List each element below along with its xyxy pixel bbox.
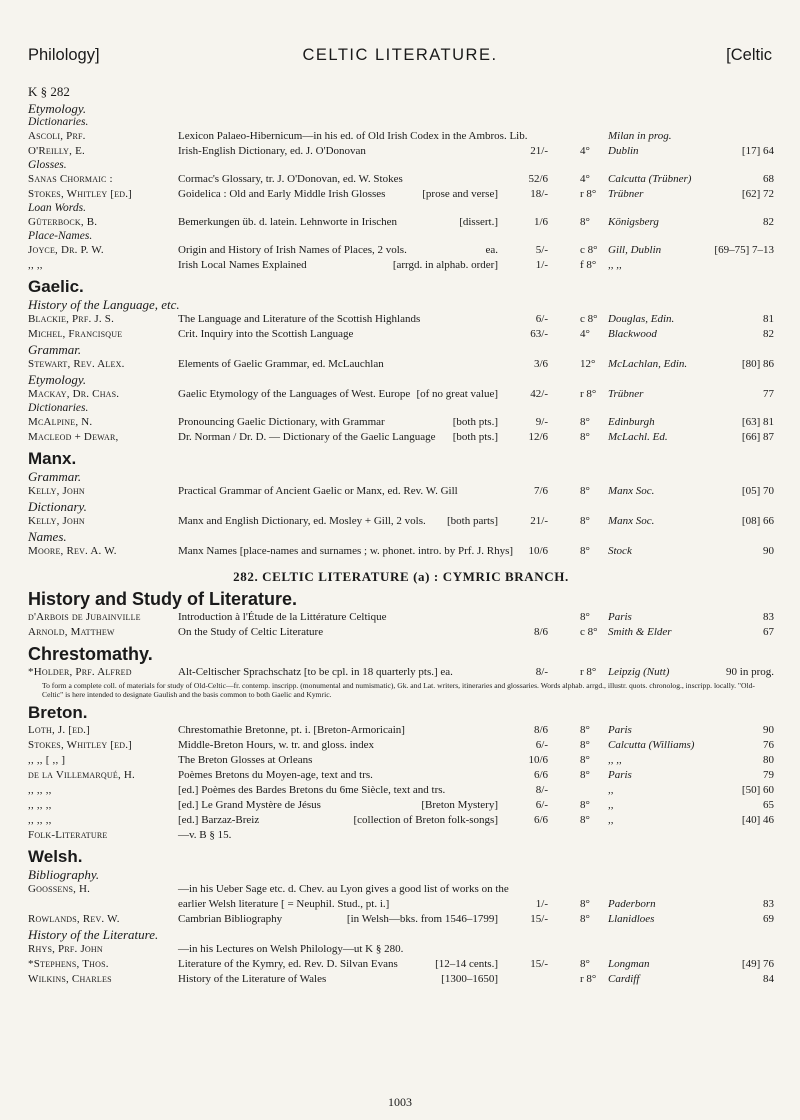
entry-publisher: McLachl. Ed. [608, 431, 668, 443]
entry-format: 8° [580, 799, 590, 811]
entry-publisher: Douglas, Edin. [608, 313, 675, 325]
entry-publisher: ,, [608, 784, 614, 796]
entry-price: 42/- [530, 388, 548, 400]
entry-year: 81 [763, 313, 774, 325]
entry-note: To form a complete coll. of materials for study of Old-Celtic—fr. contemp. inscripp. (monumental and numismatic), Gk. and Lat. writers, itineraries and glossaries. Words alphab. arrgd., illustr. quots. chronolog., inscripp. locally. "Old-Celtic" is here intended to designate Gaulish and the basis common to both Gaelic and Kymric. [42, 681, 755, 699]
entry-price: 6/- [535, 799, 548, 811]
entry-format: r 8° [580, 188, 597, 200]
entry-publisher: Cardiff [608, 973, 640, 985]
entry-author: O'Reilly, E. [28, 145, 85, 157]
entry-year: 77 [763, 388, 774, 400]
bibliography-entry [28, 828, 774, 843]
entry-format: 8° [580, 754, 590, 766]
entry-price: 6/- [535, 313, 548, 325]
bibliography-entry [28, 610, 774, 625]
entry-author: *Stephens, Thos. [28, 958, 109, 970]
subsection-heading: Etymology. [28, 101, 87, 116]
entry-format: 8° [580, 416, 590, 428]
bibliography-entry [28, 723, 774, 738]
entry-title: —in his Ueber Sage etc. d. Chev. au Lyon gives a good list of works on the [178, 883, 509, 895]
entry-title: Lexicon Palaeo-Hibernicum—in his ed. of Old Irish Codex in the Ambros. Lib. [178, 130, 528, 142]
header-left: Philology] [28, 46, 100, 64]
entry-info: ea. [485, 244, 498, 256]
entry-price: 1/- [535, 898, 548, 910]
entry-author: McAlpine, N. [28, 416, 93, 428]
entry-publisher: Llanidloes [608, 913, 655, 925]
entry-format: 8° [580, 545, 590, 557]
entry-year: 82 [763, 328, 774, 340]
entry-author: Macleod + Dewar, [28, 431, 119, 443]
entry-format: c 8° [580, 626, 598, 638]
bibliography-entry [28, 144, 774, 159]
entry-title: Elements of Gaelic Grammar, ed. McLauchlan [178, 358, 384, 370]
entry-author: Rowlands, Rev. W. [28, 913, 120, 925]
entry-price: 21/- [530, 515, 548, 527]
entry-year: 83 [763, 611, 774, 623]
bibliography-entry [28, 357, 774, 372]
bibliography-entry [28, 882, 774, 897]
bibliography-entry [28, 387, 774, 402]
entry-title: The Breton Glosses at Orleans [178, 754, 313, 766]
entry-info: [dissert.] [459, 216, 498, 228]
entry-year: [50] 60 [741, 784, 774, 796]
entry-price: 18/- [530, 188, 548, 200]
entry-publisher: Paris [608, 769, 632, 781]
entry-price: 6/- [535, 739, 548, 751]
bibliography-entry [28, 484, 774, 499]
entry-format: 12° [580, 358, 596, 370]
entry-year: [05] 70 [741, 485, 774, 497]
bibliography-entry [28, 172, 774, 187]
entry-price: 15/- [530, 958, 548, 970]
entry-format: 8° [580, 216, 590, 228]
bibliography-entry [28, 957, 774, 972]
entry-info: [1300–1650] [441, 973, 498, 985]
entry-title: —in his Lectures on Welsh Philology—ut K § 280. [178, 943, 404, 955]
category-heading: Place-Names. [28, 230, 93, 242]
entry-publisher: Calcutta (Williams) [608, 739, 695, 751]
subsection-heading: History of the Language, etc. [28, 297, 180, 312]
entry-info: [12–14 cents.] [435, 958, 498, 970]
entry-publisher: Longman [608, 958, 650, 970]
entry-info: [collection of Breton folk-songs] [353, 814, 498, 826]
entry-title: Literature of the Kymry, ed. Rev. D. Silvan Evans [178, 958, 398, 970]
entry-publisher: Paris [608, 611, 632, 623]
entry-publisher: Paderborn [608, 898, 656, 910]
entry-title: [ed.] Barzaz-Breiz [178, 814, 260, 826]
entry-year: 90 in prog. [726, 666, 774, 678]
bibliography-entry [28, 813, 774, 828]
entry-title: Goidelica : Old and Early Middle Irish Glosses [178, 188, 386, 200]
bibliography-entry [28, 312, 774, 327]
entry-title: Chrestomathie Bretonne, pt. i. [Breton-Armoricain] [178, 724, 405, 736]
entry-publisher: Smith & Elder [608, 626, 672, 638]
entry-price: 6/6 [533, 769, 548, 781]
entry-author: Stokes, Whitley [ed.] [28, 188, 133, 200]
section-heading: History and Study of Literature. [28, 589, 298, 609]
entry-format: 8° [580, 611, 590, 623]
entry-publisher: Blackwood [608, 328, 657, 340]
entry-price: 6/6 [533, 814, 548, 826]
bibliography-entry [28, 665, 774, 680]
entry-year: 90 [763, 545, 774, 557]
entry-publisher: Edinburgh [608, 416, 655, 428]
entry-title: Alt-Celtischer Sprachschatz [to be cpl. in 18 quarterly pts.] ea. [178, 666, 453, 678]
entry-year: [62] 72 [741, 188, 774, 200]
entry-author: Michel, Francisque [28, 328, 123, 340]
entry-author: Rhys, Prf. John [28, 943, 103, 955]
entry-author: *Holder, Prf. Alfred [28, 666, 132, 678]
bibliography-entry [28, 544, 774, 559]
entry-title: Practical Grammar of Ancient Gaelic or Manx, ed. Rev. W. Gill [178, 485, 458, 497]
section-heading: Breton. [28, 703, 88, 722]
entry-format: 8° [580, 913, 590, 925]
entry-format: c 8° [580, 244, 598, 256]
bibliography-entry [28, 415, 774, 430]
section-heading: Chrestomathy. [28, 644, 153, 664]
bibliography-entry [28, 768, 774, 783]
entry-publisher: Dublin [608, 145, 639, 157]
entry-price: 8/6 [533, 626, 548, 638]
entry-title: Crit. Inquiry into the Scottish Language [178, 328, 354, 340]
entry-title: Gaelic Etymology of the Languages of West. Europe [178, 388, 411, 400]
entry-year: 82 [763, 216, 774, 228]
entry-publisher: Manx Soc. [608, 485, 655, 497]
entry-publisher: Trübner [608, 388, 644, 400]
bibliography-entry [28, 258, 774, 273]
entry-author: Loth, J. [ed.] [28, 724, 90, 736]
category-heading: Glosses. [28, 159, 67, 171]
entry-author: Kelly, John [28, 485, 85, 497]
entry-publisher: Trübner [608, 188, 644, 200]
bibliography-entry [28, 243, 774, 258]
page-header [28, 46, 772, 72]
bibliography-entry [28, 738, 774, 753]
entry-price: 52/6 [528, 173, 548, 185]
entry-price: 5/- [535, 244, 548, 256]
bibliography-entry [28, 430, 774, 445]
entry-title: Manx Names [place-names and surnames ; w. phonet. intro. by Prf. J. Rhys] [178, 545, 514, 557]
entry-publisher: ,, ,, [608, 754, 622, 766]
entry-info: [both parts] [446, 515, 498, 527]
entry-author: Wilkins, Charles [28, 973, 112, 985]
entry-author: Arnold, Matthew [28, 626, 115, 638]
entry-year: 84 [763, 973, 774, 985]
category-heading: Dictionaries. [28, 402, 89, 414]
entry-author: d'Arbois de Jubainville [28, 611, 141, 623]
entry-format: 8° [580, 958, 590, 970]
bibliography-entry [28, 753, 774, 768]
subsection-heading: Dictionary. [28, 499, 87, 514]
section-heading: Manx. [28, 449, 77, 468]
entry-publisher: Manx Soc. [608, 515, 655, 527]
entry-format: r 8° [580, 973, 597, 985]
entry-title: Introduction à l'Étude de la Littérature Celtique [178, 611, 387, 623]
entry-title: Middle-Breton Hours, w. tr. and gloss. index [178, 739, 375, 751]
bibliography-entry [28, 972, 774, 987]
entry-year: [49] 76 [741, 958, 774, 970]
entry-publisher: Stock [608, 545, 632, 557]
entry-title: Cambrian Bibliography [178, 913, 283, 925]
entry-price: 3/6 [533, 358, 548, 370]
header-center: CELTIC LITERATURE. [302, 46, 498, 64]
entry-author: Güterbock, B. [28, 216, 98, 228]
entry-price: 1/- [535, 259, 548, 271]
bibliography-entry [28, 798, 774, 813]
section-heading: Welsh. [28, 847, 83, 866]
entry-price: 10/6 [528, 754, 548, 766]
bibliography-entry [28, 783, 774, 798]
section-heading: Gaelic. [28, 277, 84, 296]
entry-year: 68 [763, 173, 774, 185]
bibliography-body [28, 84, 774, 987]
entry-author: ,, ,, ,, [28, 814, 52, 826]
bibliography-entry [28, 625, 774, 640]
bibliography-entry [28, 912, 774, 927]
entry-publisher: ,, ,, [608, 259, 622, 271]
entry-info: [both pts.] [452, 416, 498, 428]
entry-title: Origin and History of Irish Names of Places, 2 vols. [178, 244, 407, 256]
entry-info: [in Welsh—bks. from 1546–1799] [346, 913, 498, 925]
subsection-heading: Grammar. [28, 469, 82, 484]
entry-author: Mackay, Dr. Chas. [28, 388, 120, 400]
entry-title: The Language and Literature of the Scottish Highlands [178, 313, 421, 325]
category-heading: Loan Words. [28, 202, 86, 214]
entry-publisher: Gill, Dublin [608, 244, 662, 256]
entry-format: 4° [580, 145, 590, 157]
entry-title: [ed.] Le Grand Mystère de Jésus [178, 799, 321, 811]
entry-title: earlier Welsh literature [ = Neuphil. Stud., pt. i.] [178, 898, 390, 910]
header-right: [Celtic [726, 46, 772, 64]
entry-format: 8° [580, 739, 590, 751]
entry-price: 21/- [530, 145, 548, 157]
subsection-heading: History of the Literature. [28, 927, 159, 942]
page-number: 1003 [388, 1095, 412, 1109]
entry-year: 76 [763, 739, 774, 751]
entry-title: Bemerkungen üb. d. latein. Lehnworte in Irischen [178, 216, 398, 228]
entry-format: 8° [580, 769, 590, 781]
entry-year: [40] 46 [741, 814, 774, 826]
entry-format: 4° [580, 173, 590, 185]
subsection-heading: Grammar. [28, 342, 82, 357]
entry-price: 7/6 [533, 485, 548, 497]
entry-author: ,, ,, ,, [28, 784, 52, 796]
subsection-heading: Names. [28, 529, 67, 544]
bibliography-entry [28, 187, 774, 202]
bibliography-entry [28, 129, 774, 144]
entry-year: 90 [763, 724, 774, 736]
entry-title: Manx and English Dictionary, ed. Mosley + Gill, 2 vols. [178, 515, 426, 527]
entry-year: 80 [763, 754, 774, 766]
entry-publisher: Königsberg [608, 216, 659, 228]
bibliography-entry [28, 514, 774, 529]
entry-year: [08] 66 [741, 515, 774, 527]
entry-publisher: McLachlan, Edin. [608, 358, 688, 370]
entry-author: Sanas Chormaic : [28, 173, 113, 185]
entry-price: 8/- [535, 666, 548, 678]
subsection-heading: Bibliography. [28, 867, 100, 882]
entry-info: [of no great value] [416, 388, 498, 400]
entry-price: 8/- [535, 784, 548, 796]
entry-year: [66] 87 [741, 431, 774, 443]
entry-info: [prose and verse] [422, 188, 498, 200]
entry-title: Cormac's Glossary, tr. J. O'Donovan, ed. W. Stokes [178, 173, 403, 185]
entry-title: Poèmes Bretons du Moyen-age, text and trs. [178, 769, 373, 781]
entry-author: Stokes, Whitley [ed.] [28, 739, 133, 751]
entry-format: r 8° [580, 388, 597, 400]
entry-format: 8° [580, 431, 590, 443]
entry-title: [ed.] Poèmes des Bardes Bretons du 6me Siècle, text and trs. [178, 784, 446, 796]
bibliography-entry [28, 897, 774, 912]
entry-format: 8° [580, 814, 590, 826]
entry-author: Joyce, Dr. P. W. [28, 244, 104, 256]
entry-price: 8/6 [533, 724, 548, 736]
entry-format: 8° [580, 515, 590, 527]
entry-author: Ascoli, Prf. [28, 130, 86, 142]
entry-year: 67 [763, 626, 774, 638]
entry-publisher: Paris [608, 724, 632, 736]
entry-author: de la Villemarqué, H. [28, 769, 135, 781]
section-reference: K § 282 [28, 84, 70, 99]
entry-author: ,, ,, [28, 259, 43, 271]
entry-author: Blackie, Prf. J. S. [28, 313, 115, 325]
entry-year: [17] 64 [741, 145, 774, 157]
entry-year: 69 [763, 913, 774, 925]
entry-author: ,, ,, ,, [28, 799, 52, 811]
entry-price: 63/- [530, 328, 548, 340]
entry-price: 9/- [535, 416, 548, 428]
entry-title: Dr. Norman / Dr. D. — Dictionary of the Gaelic Language [178, 431, 436, 443]
entry-title: Irish-English Dictionary, ed. J. O'Donovan [178, 145, 366, 157]
entry-title: Irish Local Names Explained [178, 259, 307, 271]
entry-year: 83 [763, 898, 774, 910]
entry-title: History of the Literature of Wales [178, 973, 327, 985]
entry-author: Goossens, H. [28, 883, 91, 895]
entry-author: Stewart, Rev. Alex. [28, 358, 125, 370]
entry-publisher: Leipzig (Nutt) [608, 666, 670, 678]
category-heading: Dictionaries. [28, 116, 89, 128]
entry-format: r 8° [580, 666, 597, 678]
entry-year: [69–75] 7–13 [714, 244, 774, 256]
entry-format: f 8° [580, 259, 597, 271]
entry-info: [Breton Mystery] [421, 799, 498, 811]
entry-publisher: ,, [608, 799, 614, 811]
division-title: 282. CELTIC LITERATURE (a) : CYMRIC BRANCH. [233, 569, 569, 584]
entry-format: 8° [580, 724, 590, 736]
entry-info: [both pts.] [452, 431, 498, 443]
entry-title: On the Study of Celtic Literature [178, 626, 324, 638]
entry-format: 4° [580, 328, 590, 340]
entry-publisher: Calcutta (Trübner) [608, 173, 692, 185]
entry-format: c 8° [580, 313, 598, 325]
entry-price: 1/6 [533, 216, 548, 228]
entry-author: Moore, Rev. A. W. [28, 545, 117, 557]
entry-publisher: ,, [608, 814, 614, 826]
entry-price: 15/- [530, 913, 548, 925]
entry-title: Pronouncing Gaelic Dictionary, with Grammar [178, 416, 385, 428]
bibliography-entry [28, 327, 774, 342]
entry-year: [80] 86 [741, 358, 774, 370]
entry-year: 79 [763, 769, 774, 781]
entry-info: [arrgd. in alphab. order] [392, 259, 498, 271]
entry-format: 8° [580, 485, 590, 497]
entry-author: Kelly, John [28, 515, 85, 527]
subsection-heading: Etymology. [28, 372, 87, 387]
entry-author: ,, ,, [ ,, ] [28, 754, 66, 766]
entry-price: 10/6 [528, 545, 548, 557]
bibliography-entry [28, 215, 774, 230]
entry-publisher: Milan in prog. [608, 130, 672, 142]
entry-price: 12/6 [528, 431, 548, 443]
bibliography-entry [28, 942, 774, 957]
entry-year: 65 [763, 799, 774, 811]
entry-format: 8° [580, 898, 590, 910]
entry-author: Folk-Literature [28, 829, 108, 841]
entry-title: —v. B § 15. [178, 829, 232, 841]
entry-year: [63] 81 [741, 416, 774, 428]
